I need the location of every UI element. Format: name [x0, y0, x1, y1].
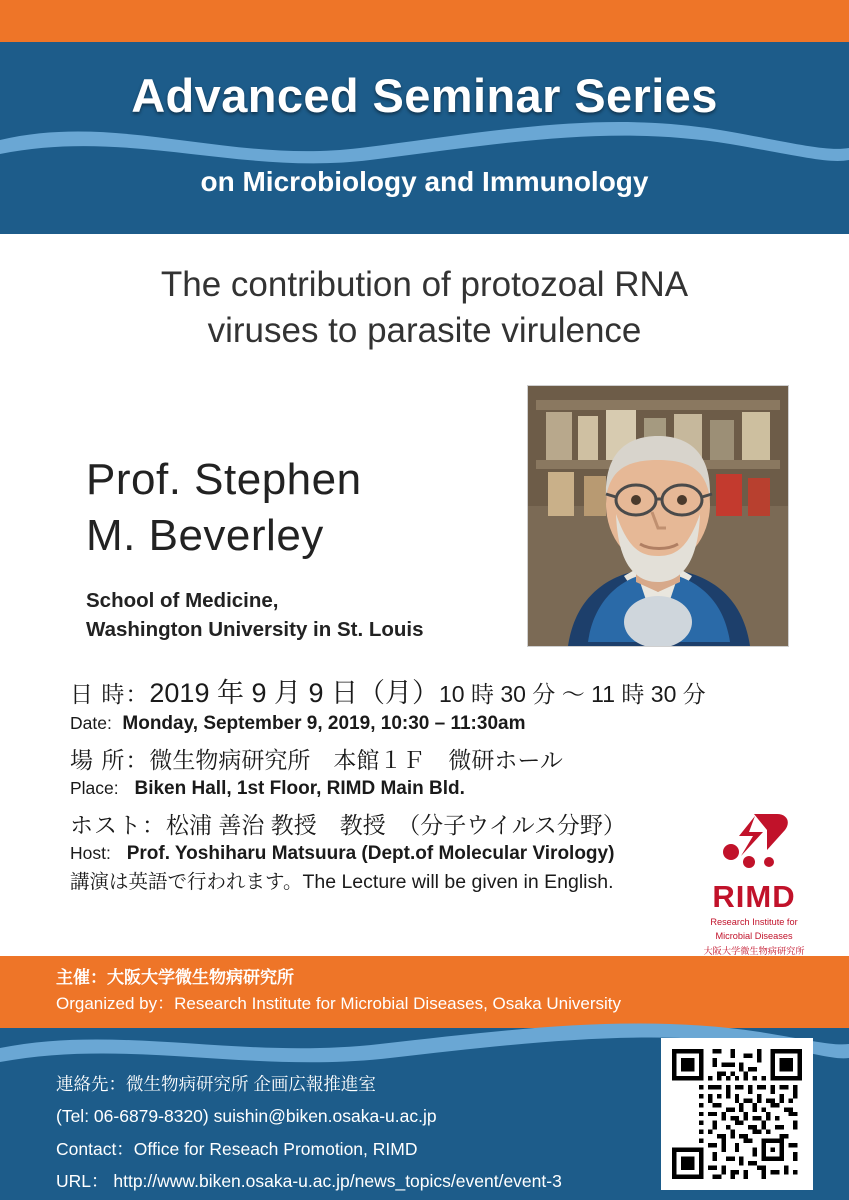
- place-label-en: Place:: [70, 777, 119, 798]
- host-value-jp: 松浦 善治 教授 教授 （分子ウイルス分野）: [166, 812, 626, 839]
- rimd-jp-name: 大阪大学微生物病研究所: [703, 946, 805, 956]
- contact-line1: 連絡先：微生物病研究所 企画広報推進室: [56, 1074, 376, 1094]
- event-details: [70, 676, 770, 896]
- place-label-jp: 場 所：: [70, 747, 150, 774]
- rimd-logo: [688, 812, 820, 957]
- qr-code-icon: [672, 1049, 802, 1184]
- host-label-jp: ホスト：: [70, 812, 166, 839]
- host-value-en: Prof. Yoshiharu Matsuura (Dept.of Molecular Virology): [126, 842, 615, 864]
- poster-title: Advanced Seminar Series: [131, 69, 718, 122]
- seminar-title-line1: The contribution of protozoal RNA: [160, 265, 689, 304]
- poster-subtitle: on Microbiology and Immunology: [200, 166, 649, 197]
- contact-line3: Contact：Office for Reseach Promotion, RIMD: [56, 1138, 418, 1159]
- speaker-name-line1: Prof. Stephen: [86, 455, 362, 504]
- speaker-affiliation-line1: School of Medicine,: [86, 589, 279, 612]
- rimd-sub-line2: Microbial Diseases: [715, 930, 793, 941]
- speaker-affiliation-line2: Washington University in St. Louis: [86, 618, 424, 642]
- organizer-block: [56, 965, 621, 1018]
- date-time-jp: 10 時 30 分 ～ 11 時 30 分: [439, 681, 706, 707]
- detail-place: [70, 746, 770, 801]
- speaker-name-line2: M. Beverley: [86, 511, 324, 561]
- place-value-jp: 微生物病研究所 本館１Ｆ 微研ホール: [149, 747, 563, 774]
- date-label-en: Date:: [70, 712, 112, 733]
- rimd-arrow-icon: [688, 812, 820, 877]
- rimd-wordmark: RIMD: [712, 879, 796, 914]
- detail-date: [70, 676, 770, 736]
- qr-code[interactable]: [661, 1038, 813, 1190]
- speaker-name: [86, 452, 516, 565]
- seminar-title: [30, 262, 819, 354]
- rimd-sub-line1: Research Institute for: [710, 917, 798, 927]
- contact-block: [56, 1068, 562, 1198]
- date-label-jp: 日 時：: [70, 681, 150, 707]
- host-label-en: Host:: [70, 842, 111, 863]
- place-value-en: Biken Hall, 1st Floor, RIMD Main Bld.: [134, 777, 465, 799]
- date-value-jp: 2019 年 9 月 9 日（月）: [149, 678, 439, 708]
- speaker-photo: [527, 385, 789, 647]
- detail-host: [70, 811, 770, 866]
- speaker-affiliation: [86, 586, 526, 644]
- contact-line2: (Tel: 06-6879-8320) suishin@biken.osaka-u.ac.jp: [56, 1106, 437, 1127]
- language-note: 講演は英語で行われます。The Lecture will be given in English.: [70, 871, 614, 894]
- organizer-en: Organized by：Research Institute for Microbial Diseases, Osaka University: [56, 994, 621, 1014]
- contact-url[interactable]: URL： http://www.biken.osaka-u.ac.jp/news_topics/event/event-3: [56, 1171, 562, 1192]
- date-value-en: Monday, September 9, 2019, 10:30 – 11:30am: [122, 712, 526, 734]
- seminar-title-line2: viruses to parasite virulence: [207, 311, 642, 351]
- organizer-jp: 主催：大阪大学微生物病研究所: [56, 968, 294, 987]
